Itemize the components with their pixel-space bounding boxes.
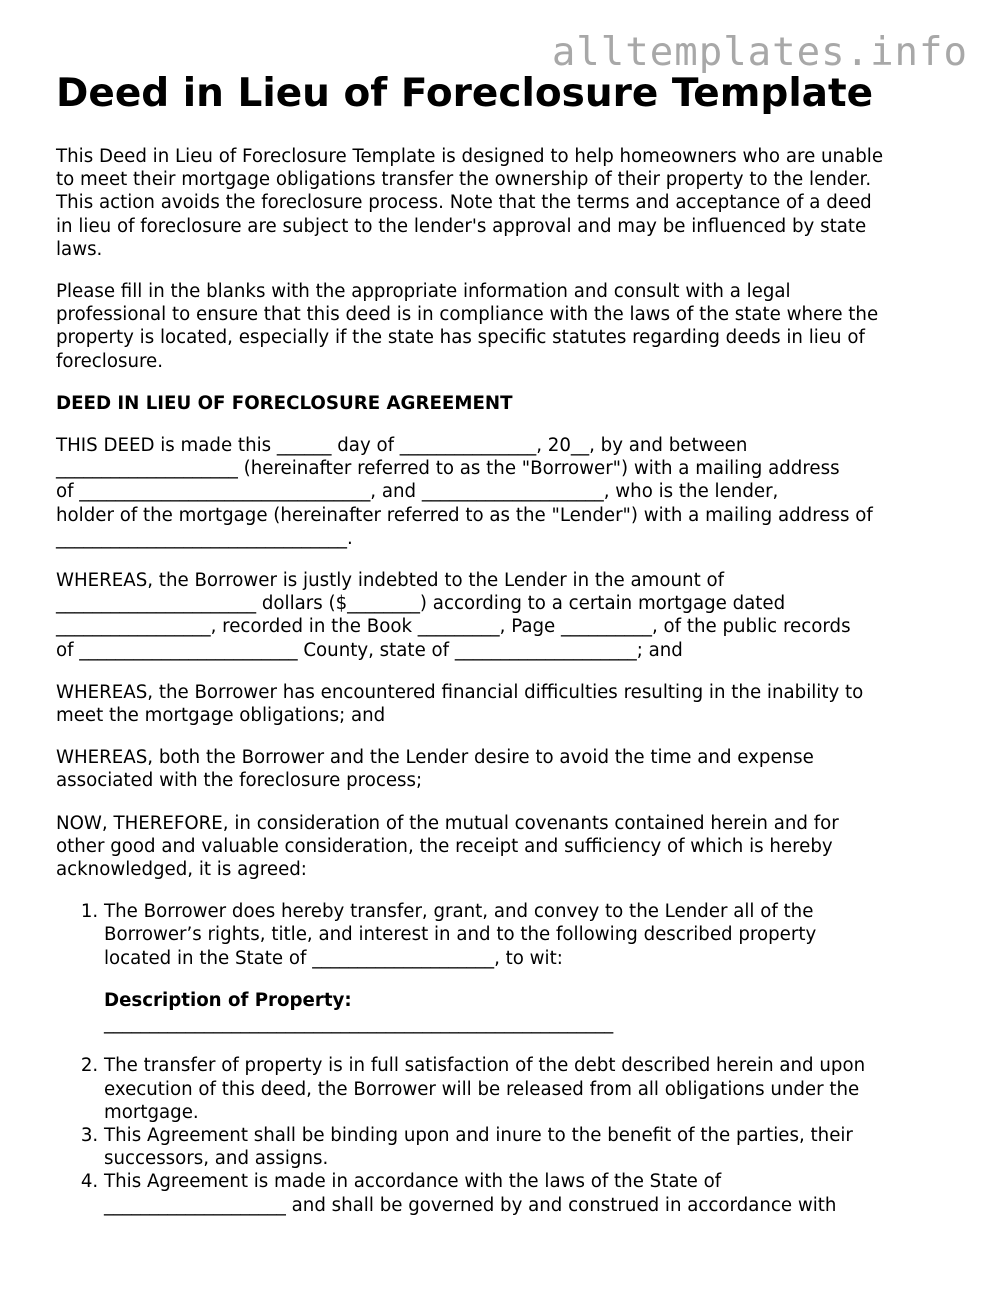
text-line: 4. This Agreement is made in accordance with the laws of the State of [104, 1171, 722, 1193]
intro-paragraph [56, 145, 956, 261]
terms-list [56, 900, 956, 1216]
text-line: professional to ensure that this deed is in compliance with the laws of the state where the [56, 304, 879, 326]
text-line: meet the mortgage obligations; and [56, 705, 386, 727]
text-line: laws. [56, 238, 103, 260]
text-line: mortgage. [104, 1101, 199, 1123]
text-line: ____________________ and shall be governed by and construed in accordance with [104, 1194, 837, 1216]
watermark: alltemplates.info [551, 30, 968, 75]
deed-parties-paragraph [56, 434, 956, 550]
text-line: ____________________ (hereinafter referred to as the "Borrower") with a mailing address [56, 458, 840, 480]
text-line: located in the State of ____________________, to wit: [104, 947, 563, 969]
text-line: _________________, recorded in the Book _________, Page __________, of the public records [56, 616, 851, 638]
text-line: Borrower’s rights, title, and interest in and to the following described property [104, 924, 817, 946]
description-heading: Description of Property: [104, 989, 352, 1011]
text-line: execution of this deed, the Borrower will be released from all obligations under the [104, 1078, 860, 1100]
text-line: 2. The transfer of property is in full satisfaction of the debt described herein and upon [104, 1055, 866, 1077]
list-item [104, 1054, 956, 1124]
list-item [104, 1124, 956, 1170]
text-line: associated with the foreclosure process; [56, 770, 423, 792]
description-blank: ________________________________________________________ [104, 1013, 614, 1035]
text-line: of ________________________________, and ____________________, who is the lender, [56, 481, 779, 503]
text-line: 3. This Agreement shall be binding upon and inure to the benefit of the parties, their [104, 1124, 853, 1146]
page-title: Deed in Lieu of Foreclosure Template [56, 71, 874, 116]
text-line: to meet their mortgage obligations transfer the ownership of their property to the lender. [56, 169, 872, 191]
text-line: of ________________________ County, state of ____________________; and [56, 639, 683, 661]
agreement-heading: DEED IN LIEU OF FORECLOSURE AGREEMENT [56, 392, 513, 414]
text-line: THIS DEED is made this ______ day of _______________, 20__, by and between [56, 435, 748, 457]
text-line: This Deed in Lieu of Foreclosure Template is designed to help homeowners who are unable [56, 146, 884, 167]
text-line: WHEREAS, the Borrower is justly indebted to the Lender in the amount of [56, 570, 725, 592]
whereas-difficulties-paragraph [56, 681, 956, 727]
list-item [104, 1170, 956, 1216]
whereas-indebted-paragraph [56, 569, 956, 662]
text-line: NOW, THEREFORE, in consideration of the mutual covenants contained herein and for [56, 812, 839, 834]
text-line: Please fill in the blanks with the appropriate information and consult with a legal [56, 281, 791, 303]
text-line: ______________________ dollars ($________) according to a certain mortgage dated [56, 593, 786, 615]
text-line: acknowledged, it is agreed: [56, 859, 307, 881]
text-line: WHEREAS, both the Borrower and the Lender desire to avoid the time and expense [56, 747, 814, 769]
text-line: ________________________________. [56, 527, 353, 549]
text-line: other good and valuable consideration, the receipt and sufficiency of which is hereby [56, 835, 833, 857]
text-line: property is located, especially if the state has specific statutes regarding deeds in lieu of [56, 327, 865, 349]
document-body [56, 145, 956, 1217]
text-line: foreclosure. [56, 350, 164, 372]
list-item [104, 900, 956, 1035]
now-therefore-paragraph [56, 812, 956, 882]
text-line: 1. The Borrower does hereby transfer, grant, and convey to the Lender all of the [104, 901, 814, 923]
text-line: in lieu of foreclosure are subject to the lender's approval and may be influenced by state [56, 215, 867, 237]
text-line: WHEREAS, the Borrower has encountered financial difficulties resulting in the inability to [56, 681, 864, 703]
property-description [104, 989, 956, 1035]
text-line: This action avoids the foreclosure process. Note that the terms and acceptance of a deed [56, 192, 872, 214]
instructions-paragraph [56, 280, 956, 373]
text-line: holder of the mortgage (hereinafter referred to as the "Lender") with a mailing address of [56, 504, 873, 526]
text-line: successors, and assigns. [104, 1148, 329, 1170]
whereas-avoid-paragraph [56, 746, 956, 792]
